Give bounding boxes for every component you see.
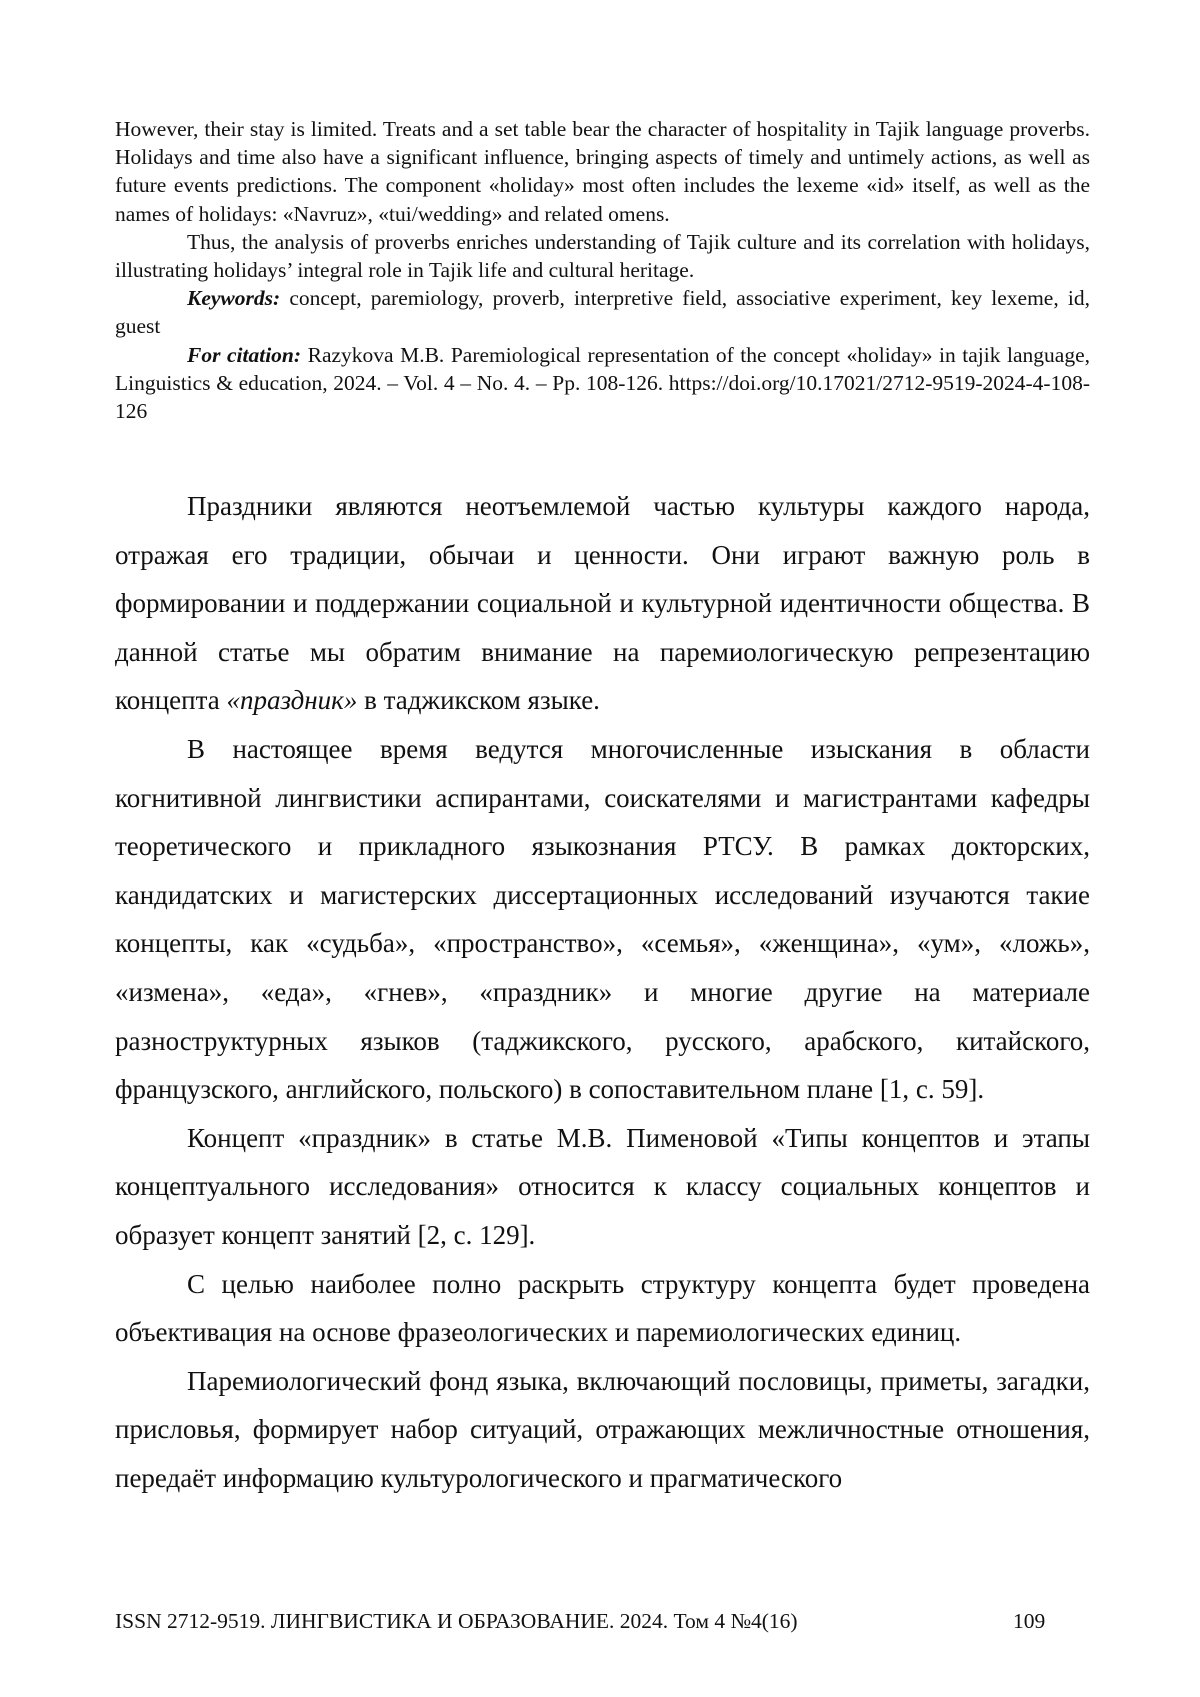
- body-paragraph: Концепт «праздник» в статье М.В. Пименовой «Типы концептов и этапы концептуального исследования» относится к классу социальных концептов и образует концепт занятий [2, с. 129].: [115, 1122, 1090, 1250]
- keywords-line: [115, 284, 1090, 340]
- abstract-paragraph: Thus, the analysis of proverbs enriches understanding of Tajik culture and its correlation with holidays, illustrating holidays’ integral role in Tajik life and cultural heritage.: [115, 229, 1090, 283]
- body-paragraph: В настоящее время ведутся многочисленные изыскания в области когнитивной лингвистики аспирантами, соискателями и магистрантами кафедры теоретического и прикладного языкознания РТСУ. В рамках докторских, кандидатских и магистерских диссертационных исследований изучаются такие концепты, как «судьба», «пространство», «семья», «женщина», «ум», «ложь», «измена», «еда», «гнев», «праздник» и многие другие на материале разноструктурных языков (таджикского, русского, арабского, китайского, французского, английского, польского) в сопоставительном плане [1, с. 59].: [115, 733, 1090, 1105]
- abstract-paragraph: However, their stay is limited. Treats and a set table bear the character of hospitality in Tajik language proverbs. Holidays and time also have a significant influence, bringing aspects of timely and untimely actions, as well as future events predictions. The component «holiday» most often includes the lexeme «id» itself, as well as the names of holidays: «Navruz», «tui/wedding» and related omens.: [115, 117, 1090, 226]
- keywords-label: Keywords:: [187, 286, 281, 311]
- keywords-text: concept, paremiology, proverb, interpretive field, associative experiment, key lexeme, id, guest: [115, 286, 1090, 339]
- citation-line: [115, 341, 1090, 426]
- page-number: 109: [1013, 1609, 1046, 1633]
- body-paragraph: Паремиологический фонд языка, включающий пословицы, приметы, загадки, присловья, формирует набор ситуаций, отражающих межличностные отношения, передаёт информацию культурологического и прагматического: [115, 1365, 1090, 1493]
- english-abstract: [115, 115, 1090, 425]
- body-text: Праздники являются неотъемлемой частью культуры каждого народа, отражая его традиции, обычаи и ценности. Они играют важную роль в формировании и поддержании социальной и культурной идентичности общества. В данной статье мы обратим внимание на паремиологическую репрезентацию концепта: [115, 491, 1090, 716]
- body-text: в таджикском языке.: [357, 685, 600, 716]
- journal-footer: ISSN 2712-9519. ЛИНГВИСТИКА И ОБРАЗОВАНИЕ. 2024. Том 4 №4(16): [115, 1609, 798, 1633]
- doi-link[interactable]: https://doi.org/10.17021/2712-9519-2024-4-108-126: [115, 370, 1090, 424]
- citation-label: For citation:: [187, 342, 302, 367]
- article-body: [115, 482, 1090, 1502]
- body-emphasis: «праздник»: [226, 685, 358, 716]
- body-paragraph: С целью наиболее полно раскрыть структуру концепта будет проведена объективация на основе фразеологических и паремиологических единиц.: [115, 1268, 1090, 1348]
- body-paragraph: [115, 482, 1090, 725]
- citation-text: Razykova M.B. Paremiological representation of the concept «holiday» in tajik language, Linguistics & education, 2024. – Vol. 4 – No. 4. – Pp. 108-126.: [115, 342, 1091, 395]
